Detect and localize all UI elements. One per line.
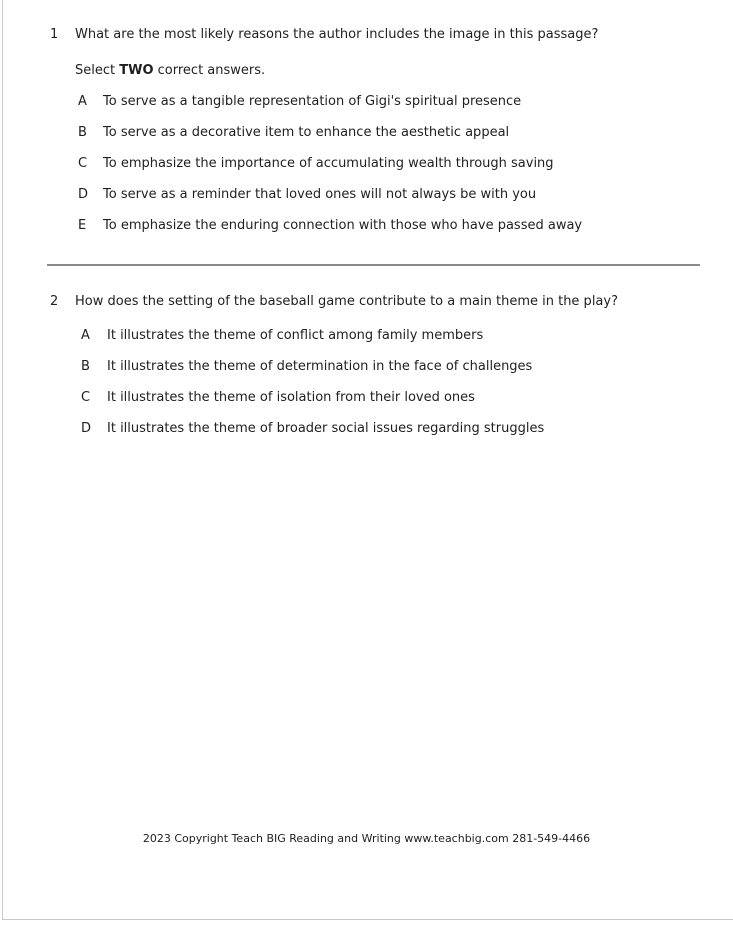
option-text: To serve as a decorative item to enhance the aesthetic appeal [103,125,510,140]
instruction-suffix: correct answers. [153,63,266,78]
answer-option-1c [78,156,703,171]
question-2-number: 2 [50,294,59,309]
option-letter: A [81,328,90,343]
instruction-bold: TWO [119,63,154,78]
option-letter: D [81,421,92,436]
option-letter: B [81,359,90,374]
option-text: It illustrates the theme of broader social issues regarding struggles [107,421,545,436]
question-2-text: How does the setting of the baseball game contribute to a main theme in the play? [75,294,618,309]
option-letter: C [78,156,88,171]
option-text: To emphasize the importance of accumulating wealth through saving [103,156,554,171]
select-two-instruction [75,63,703,78]
option-letter: A [78,94,87,109]
option-letter: E [78,218,87,233]
question-1-number: 1 [50,27,59,42]
page-content [0,0,733,436]
question-1-options [50,94,703,233]
footer-text: 2023 Copyright Teach BIG Reading and Writing www.teachbig.com 281-549-4466 [142,832,591,845]
option-text: It illustrates the theme of isolation from their loved ones [107,390,475,405]
question-1-text: What are the most likely reasons the author includes the image in this passage? [75,27,599,42]
question-1-header [50,27,703,42]
option-text: To emphasize the enduring connection with those who have passed away [103,218,583,233]
answer-option-2d [81,421,703,436]
option-text: To serve as a reminder that loved ones will not always be with you [103,187,537,202]
answer-option-1a [78,94,703,109]
answer-option-2c [81,390,703,405]
answer-option-2a [81,328,703,343]
option-text: It illustrates the theme of conflict among family members [107,328,484,343]
question-2-header [50,294,703,309]
answer-option-1e [78,218,703,233]
answer-option-1d [78,187,703,202]
answer-option-1b [78,125,703,140]
question-2-options [50,328,703,436]
section-divider [47,264,700,266]
option-letter: B [78,125,87,140]
option-letter: C [81,390,91,405]
footer-copyright [0,832,733,846]
question-2 [0,294,733,436]
option-letter: D [78,187,89,202]
question-1 [0,27,733,233]
option-text: To serve as a tangible representation of Gigi's spiritual presence [103,94,522,109]
answer-option-2b [81,359,703,374]
option-text: It illustrates the theme of determination in the face of challenges [107,359,533,374]
instruction-prefix: Select [75,63,120,78]
